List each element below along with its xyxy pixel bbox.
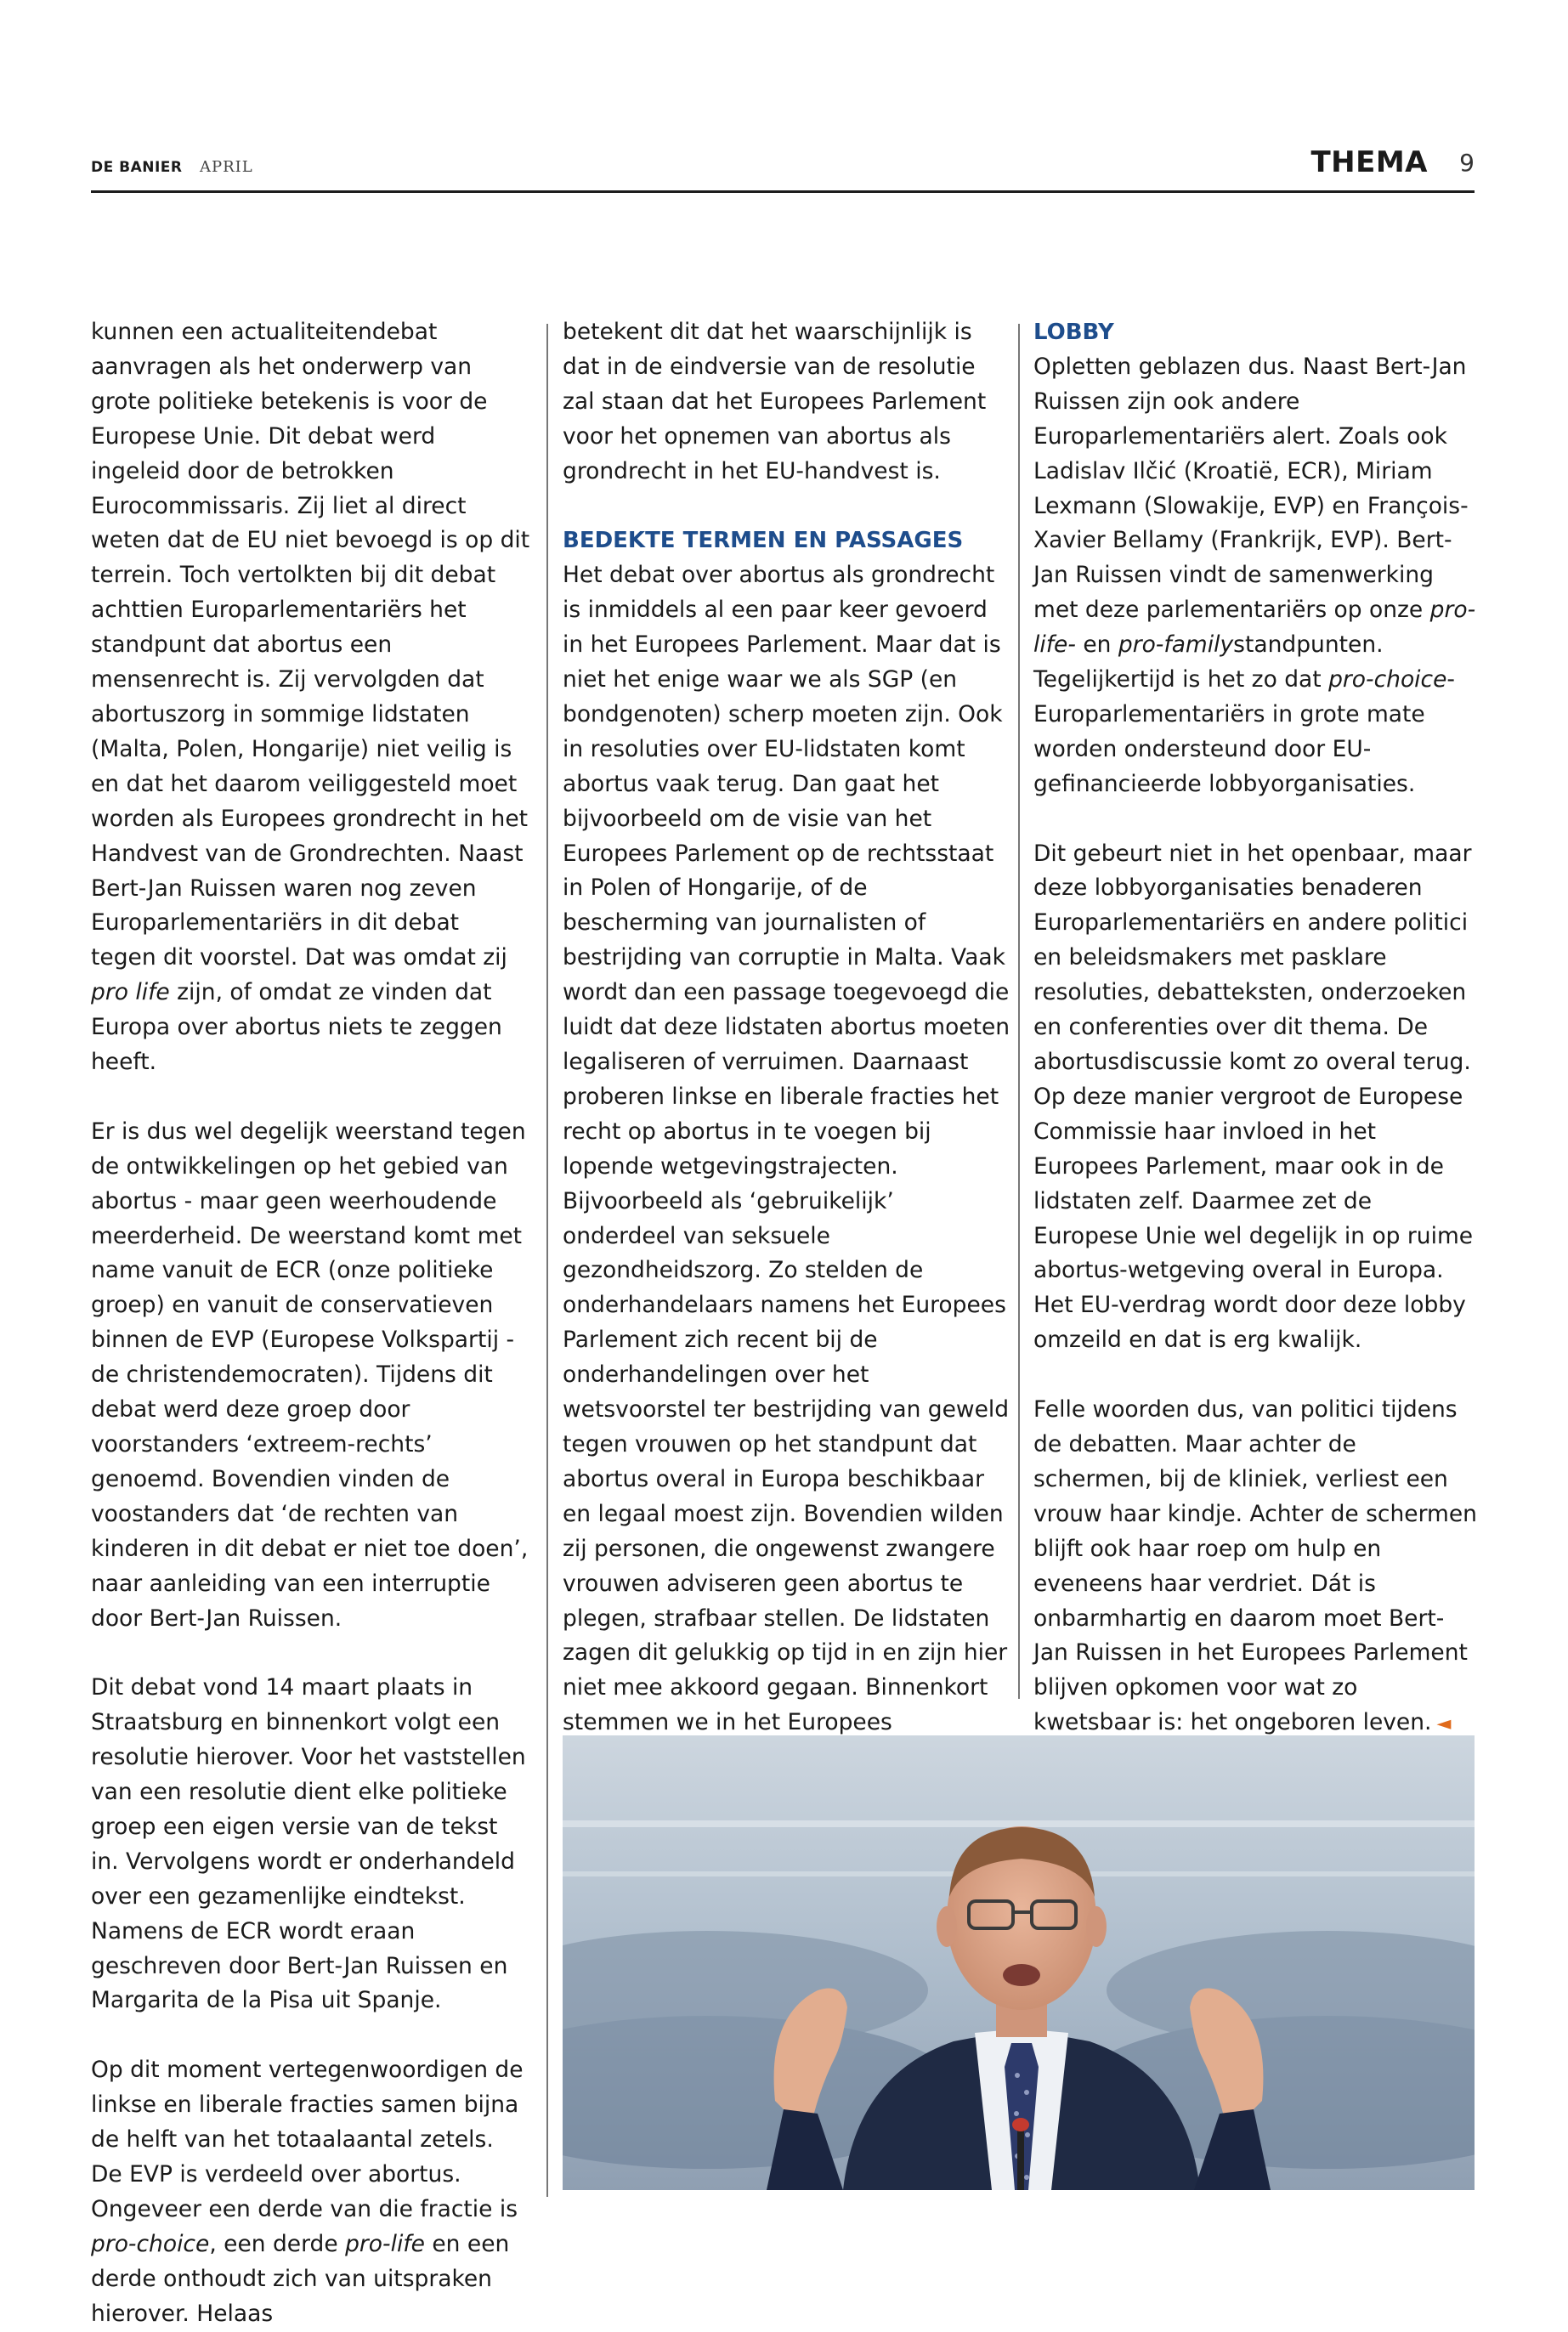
publication-name: DE BANIER (91, 159, 183, 176)
column-divider (1018, 324, 1020, 1699)
paragraph: Felle woorden dus, van politici tijdens de debatten. Maar achter de schermen, bij de kliniek, verliest een vrouw haar kindje. Achter de schermen blijft ook haar roep om hulp en eveneens haar verdriet. Dát is onbarmhartig en daarom moet Bert-Jan Ruissen in het Europees Parlement blijven opkomen voor wat zo kwetsbaar is: het ongeboren leven. ◄ (1033, 1396, 1477, 1736)
paragraph: Dit debat vond 14 maart plaats in Straatsburg en binnenkort volgt een resolutie hierover. Voor het vaststellen van een resolutie dient elke politieke groep een eigen versie van de tekst in. Vervolgens wordt er onderhandeld over een gezamenlijke eindtekst. Namens de ECR wordt eraan geschreven door Bert-Jan Ruissen en Margarita de la Pisa uit Spanje. (91, 1674, 526, 2014)
paragraph: Dit gebeurt niet in het openbaar, maar deze lobbyorganisaties benaderen Europarlementariërs en andere politici en beleidsmakers met pasklare resoluties, debatteksten, onderzoeken en conferenties over dit thema. De abortusdiscussie komt zo overal terug. Op deze manier vergroot de Europese Commissie haar invloed in het Europees Parlement, maar ook in de lidstaten zelf. Daarmee zet de Europese Unie wel degelijk in op ruime abortus-wetgeving overal in Europa. Het EU-verdrag wordt door deze lobby omzeild en dat is erg kwalijk. (1033, 840, 1474, 1354)
paragraph: Opletten geblazen dus. Naast Bert-Jan Ruissen zijn ook andere Europarlementariërs alert. Zoals ook Ladislav Ilčić (Kroatië, ECR), Miriam Lexmann (Slowakije, EVP) en François-Xavier Bellamy (Frankrijk, EVP). Bert-Jan Ruissen vindt de samenwerking met deze parlementariërs op onze pro-life- en pro-familystandpunten. Tegelijkertijd is het zo dat pro-choice-Europarlementariërs in grote mate worden ondersteund door EU-gefinancieerde lobbyorganisaties. (1033, 353, 1476, 797)
paragraph: kunnen een actualiteitendebat aanvragen als het onderwerp van grote politieke betekenis is voor de Europese Unie. Dit debat werd ingeleid door de betrokken Eurocommissaris. Zij liet al direct weten dat de EU niet bevoegd is op dit terrein. Toch vertolkten bij dit debat achttien Europarlementariërs het standpunt dat abortus een mensenrecht is. Zij vervolgden dat abortuszorg in sommige lidstaten (Malta, Polen, Hongarije) niet veilig is en dat het daarom veiliggesteld moet worden als Europees grondrecht in het Handvest van de Grondrechten. Naast Bert-Jan Ruissen waren nog zeven Europarlementariërs in dit debat tegen dit voorstel. Dat was omdat zij pro life zijn, of omdat ze vinden dat Europa over abortus niets te zeggen heeft. (91, 319, 530, 1076)
article-column-1 (91, 315, 531, 2332)
section-title: THEMA (1310, 145, 1428, 179)
issue-month: APRIL (200, 158, 253, 176)
subheading: BEDEKTE TERMEN EN PASSAGES (563, 528, 964, 554)
column-divider (546, 324, 548, 2197)
paragraph: Het debat over abortus als grondrecht is inmiddels al een paar keer gevoerd in het Europees Parlement. Maar dat is niet het enige waar we als SGP (en bondgenoten) scherp moeten zijn. Ook in resoluties over EU-lidstaten komt abortus vaak terug. Dan gaat het bijvoorbeeld om de visie van het Europees Parlement op de rechtsstaat in Polen of Hongarije, of de bescherming van journalisten of bestrijding van corruptie in Malta. Vaak wordt dan een passage toegevoegd die luidt dat deze lidstaten abortus moeten legaliseren of verruimen. Daarnaast proberen linkse en liberale fracties het recht op abortus in te voegen bij lopende wetgevingstrajecten. Bijvoorbeeld als ‘gebruikelijk’ onderdeel van seksuele gezondheidszorg. Zo stelden de onderhandelaars namens het Europees Parlement zich recent bij de onderhandelingen over het wetsvoorstel ter bestrijding van geweld tegen vrouwen op het standpunt dat abortus overal in Europa beschikbaar en legaal moest zijn. Bovendien wilden zij personen, die ongewenst zwangere vrouwen adviseren geen abortus te plegen, strafbaar stellen. De lidstaten zagen dit gelukkig op tijd in en zijn hier niet mee akkoord gegaan. Binnenkort stemmen we in het Europees (563, 562, 1010, 1736)
article-column-2 (563, 315, 1013, 1810)
paragraph: betekent dit dat het waarschijnlijk is dat in de eindversie van de resolutie zal staan dat het Europees Parlement voor het opnemen van abortus als grondrecht in het EU-handvest is. (563, 319, 987, 484)
page-number: 9 (1459, 149, 1475, 177)
paragraph: Er is dus wel degelijk weerstand tegen de ontwikkelingen op het gebied van abortus - maar geen weerhoudende meerderheid. De weerstand komt met name vanuit de ECR (onze politieke groep) en vanuit de conservatieven binnen de EVP (Europese Volkspartij - de christendemocraten). Tijdens dit debat werd deze groep door voorstanders ‘extreem-rechts’ genoemd. Bovendien vinden de voostanders dat ‘de rechten van kinderen in dit debat er niet toe doen’, naar aanleiding van een interruptie door Bert-Jan Ruissen. (91, 1118, 529, 1632)
paragraph: Op dit moment vertegenwoordigen de linkse en liberale fracties samen bijna de helft van het totaalaantal zetels. De EVP is verdeeld over abortus. Ongeveer een derde van die fractie is pro-choice, een derde pro-life en een derde onthoudt zich van uitspraken hierover. Helaas (91, 2057, 524, 2327)
article-photo (563, 1735, 1475, 2190)
article-column-3 (1033, 315, 1480, 1742)
subheading: LOBBY (1033, 320, 1114, 345)
speaker-portrait-illustration (563, 1735, 1475, 2190)
end-of-article-icon: ◄ (1436, 1713, 1452, 1735)
running-header (91, 143, 1475, 193)
